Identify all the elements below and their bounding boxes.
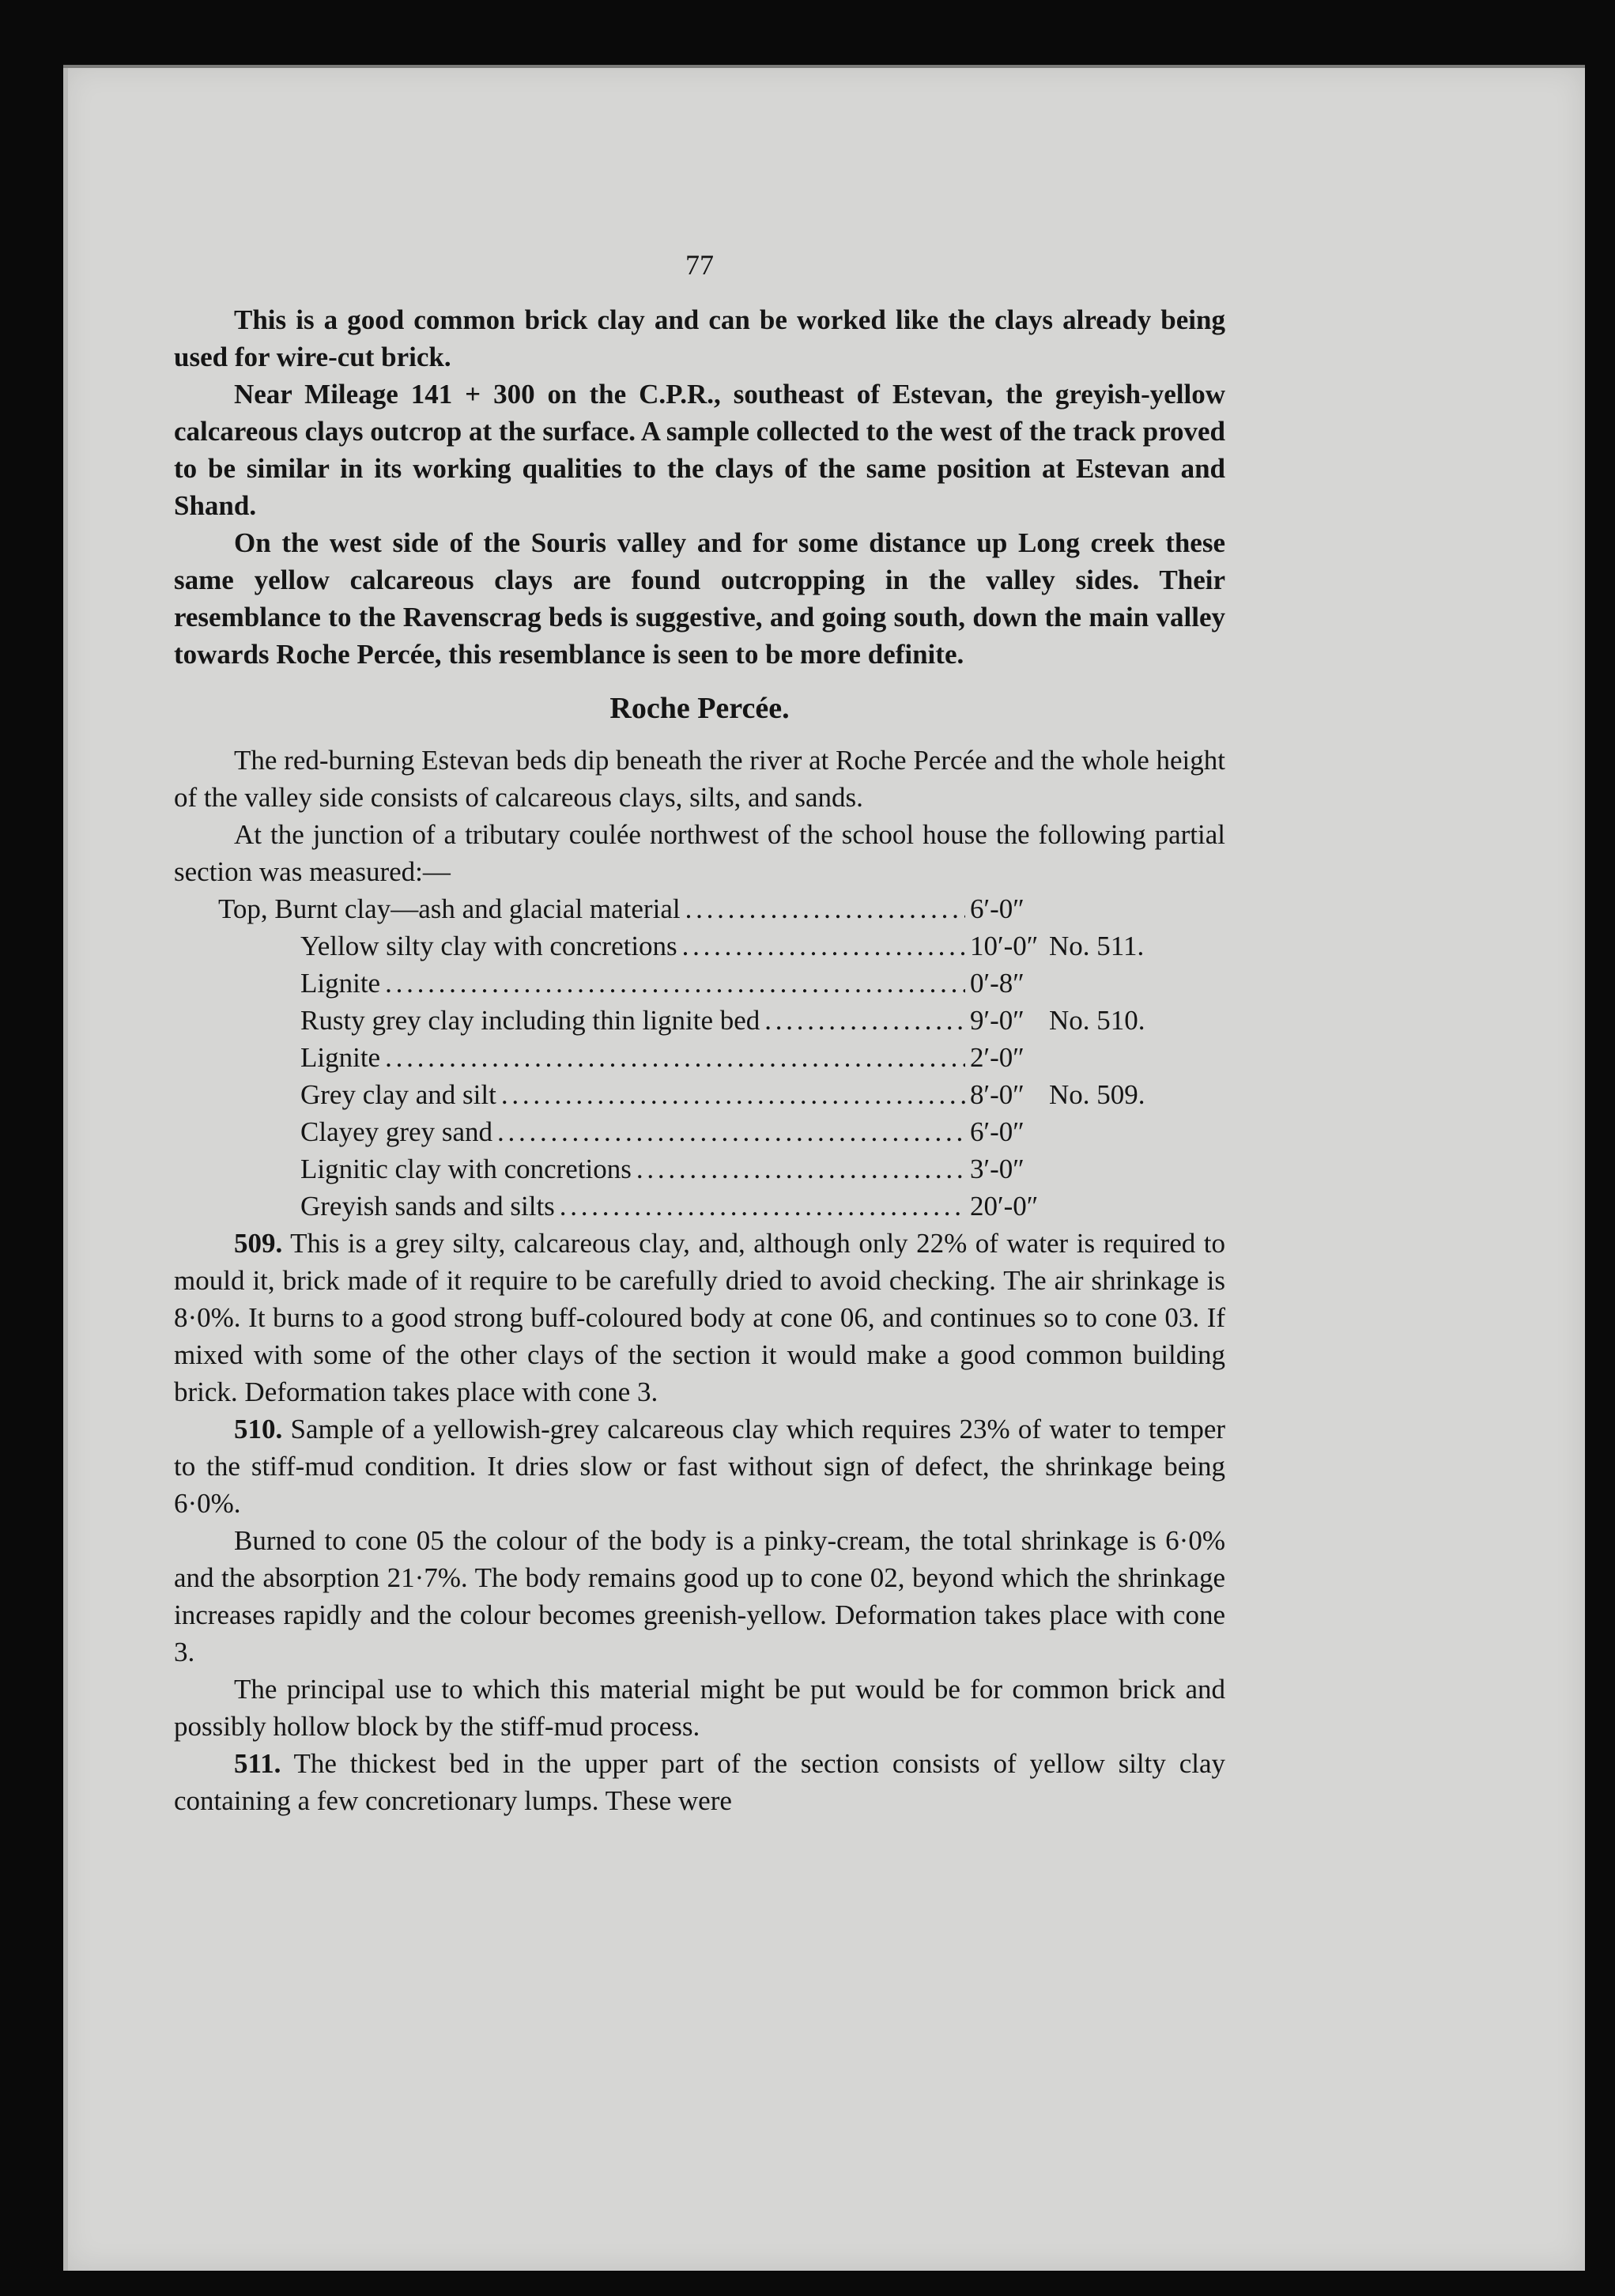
bed-description: Top, Burnt clay—ash and glacial material [218, 893, 681, 924]
dot-leader [497, 1113, 965, 1150]
page-binding-edge [63, 65, 68, 2271]
section-row [174, 965, 1179, 1002]
section-row [174, 1076, 1179, 1113]
sample-text: Burned to cone 05 the colour of the body is a pinky-cream, the total shrinkage is 6·0% and the absorption 21·7%. The body remains good up to cone 02, beyond which the shrinkage increases rapidly and the colour becomes greenish-yellow. Deformation takes place with cone 3. [174, 1525, 1225, 1667]
dot-leader [560, 1188, 965, 1225]
dot-leader [385, 965, 965, 1002]
paragraph: At the junction of a tributary coulée northwest of the school house the following partial section was measured:— [174, 819, 1225, 887]
bed-thickness: 6′-0″ [970, 1116, 1024, 1147]
document-page [63, 65, 1585, 2271]
sample-lead-number: 510. [234, 1414, 283, 1444]
bed-description: Rusty grey clay including thin lignite bed [300, 1005, 760, 1036]
sample-text: This is a grey silty, calcareous clay, and, although only 22% of water is required to mould it, brick made of it require to be carefully dried to avoid checking. The air shrinkage is 8·0%. It burns to a good strong buff-coloured body at cone 06, and continues so to cone 03. If mixed with some of the other clays of the section it would make a good common building brick. Deformation takes place with cone 3. [174, 1228, 1225, 1407]
bed-description: Lignite [300, 1042, 381, 1073]
bed-description: Lignitic clay with concretions [300, 1154, 632, 1184]
dot-leader [636, 1150, 965, 1188]
section-row [174, 890, 1179, 927]
bed-thickness: 0′-8″ [970, 968, 1024, 999]
sample-number: No. 509. [1049, 1079, 1145, 1110]
page-top-edge [63, 65, 1585, 68]
bed-thickness: 10′-0″ [970, 931, 1039, 961]
sample-lead-number: 511. [234, 1748, 281, 1779]
section-row [174, 927, 1179, 965]
bed-thickness: 6′-0″ [970, 893, 1024, 924]
sample-text: Sample of a yellowish-grey calcareous clay which requires 23% of water to temper to the stiff-mud condition. It dries slow or fast without sign of defect, the shrinkage being 6·0%. [174, 1414, 1226, 1519]
section-row [174, 1150, 1179, 1188]
section-row [174, 1113, 1179, 1150]
paragraph [174, 1522, 1225, 1671]
dot-leader [501, 1076, 965, 1113]
paragraph: Near Mileage 141 + 300 on the C.P.R., southeast of Estevan, the greyish-yellow calcareous clays outcrop at the surface. A sample collected to the west of the track proved to be similar in its working qualities to the clays of the same position at Estevan and Shand. [174, 379, 1225, 521]
bed-description: Greyish sands and silts [300, 1191, 555, 1222]
sample-text: The principal use to which this material might be put would be for common brick and possibly hollow block by the stiff-mud process. [174, 1674, 1225, 1742]
measured-section-table [174, 890, 1179, 1225]
paragraph: This is a good common brick clay and can be worked like the clays already being used for wire-cut brick. [174, 304, 1225, 372]
page-number: 77 [685, 249, 714, 281]
bed-thickness: 20′-0″ [970, 1191, 1039, 1222]
bed-thickness: 8′-0″ [970, 1079, 1024, 1110]
sample-paragraph [174, 1745, 1225, 1819]
paragraph: The red-burning Estevan beds dip beneath the river at Roche Percée and the whole height of the valley side consists of calcareous clays, silts, and sands. [174, 745, 1225, 813]
sample-paragraph [174, 1225, 1225, 1410]
dot-leader [685, 890, 965, 927]
intro-section [174, 301, 1225, 673]
sample-lead-number: 509. [234, 1228, 283, 1259]
section-heading: Roche Percée. [609, 692, 790, 725]
section-row [174, 1002, 1179, 1039]
dot-leader [764, 1002, 965, 1039]
bed-thickness: 9′-0″ [970, 1005, 1024, 1036]
dot-leader [682, 927, 965, 965]
paragraph: On the west side of the Souris valley and for some distance up Long creek these same yellow calcareous clays are found outcropping in the valley sides. Their resemblance to the Ravenscrag beds is suggestive, and going south, down the main valley towards Roche Percée, this resemblance is seen to be more definite. [174, 527, 1225, 670]
bed-description: Clayey grey sand [300, 1116, 492, 1147]
dot-leader [385, 1039, 965, 1076]
sample-number: No. 510. [1049, 1005, 1145, 1036]
bed-thickness: 2′-0″ [970, 1042, 1024, 1073]
bed-description: Yellow silty clay with concretions [300, 931, 677, 961]
section-row [174, 1039, 1179, 1076]
section-row [174, 1188, 1179, 1225]
sample-number: No. 511. [1049, 931, 1145, 961]
bed-description: Grey clay and silt [300, 1079, 496, 1110]
bed-thickness: 3′-0″ [970, 1154, 1024, 1184]
bed-description: Lignite [300, 968, 381, 999]
sample-paragraph [174, 1410, 1225, 1522]
page-text-block [174, 247, 1225, 1819]
sample-text: The thickest bed in the upper part of the section consists of yellow silty clay containing a few concretionary lumps. These were [174, 1748, 1225, 1816]
paragraph [174, 1671, 1225, 1745]
